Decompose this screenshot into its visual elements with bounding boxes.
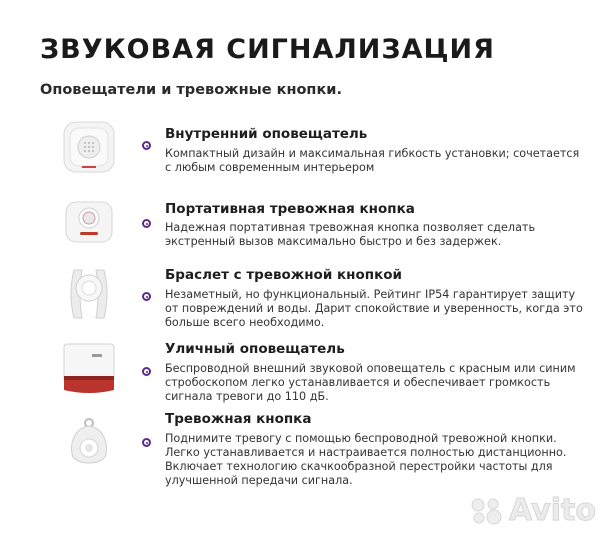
product-name: Внутренний оповещатель <box>165 126 368 142</box>
product-name: Портативная тревожная кнопка <box>165 201 415 217</box>
avito-watermark <box>469 493 596 528</box>
panic-bracelet-image <box>60 264 118 322</box>
indoor-siren-image <box>60 118 118 176</box>
panic-button-image <box>60 414 118 472</box>
product-name: Уличный оповещатель <box>165 341 345 357</box>
watermark-text: Avito <box>509 493 596 528</box>
bullet-icon <box>142 141 151 150</box>
product-name: Браслет с тревожной кнопкой <box>165 267 402 283</box>
product-description: Беспроводной внешний звуковой оповещатель с красным или синим стробоскопом легко устанавливается и обеспечивает громкость сигнала тревоги до 110 дБ. <box>165 362 576 403</box>
product-name: Тревожная кнопка <box>165 411 312 427</box>
bullet-icon <box>142 367 151 376</box>
bullet-icon <box>142 219 151 228</box>
product-description: Поднимите тревогу с помощью беспроводной тревожной кнопки. Легко устанавливается и настраивается полностью дистанционно. Включает технологию скачкообразной перестройки частоты для улучшенной передачи сигнала. <box>165 432 567 487</box>
product-description: Надежная портативная тревожная кнопка позволяет сделать экстренный вызов максимально быстро и без задержек. <box>165 221 536 248</box>
product-description: Компактный дизайн и максимальная гибкость установки; сочетается с любым современным интерьером <box>165 147 580 174</box>
bullet-icon <box>142 292 151 301</box>
portable-panic-button-image <box>60 192 118 250</box>
outdoor-siren-image <box>60 340 118 398</box>
bullet-icon <box>142 438 151 447</box>
product-description: Незаметный, но функциональный. Рейтинг IP54 гарантирует защиту от повреждений и воды. Дарит спокойствие и уверенность, когда это больше всего необходимо. <box>165 288 583 329</box>
page-title: ЗВУКОВАЯ СИГНАЛИЗАЦИЯ <box>40 34 495 65</box>
avito-logo-icon <box>469 496 503 526</box>
page-subtitle: Оповещатели и тревожные кнопки. <box>40 82 342 98</box>
